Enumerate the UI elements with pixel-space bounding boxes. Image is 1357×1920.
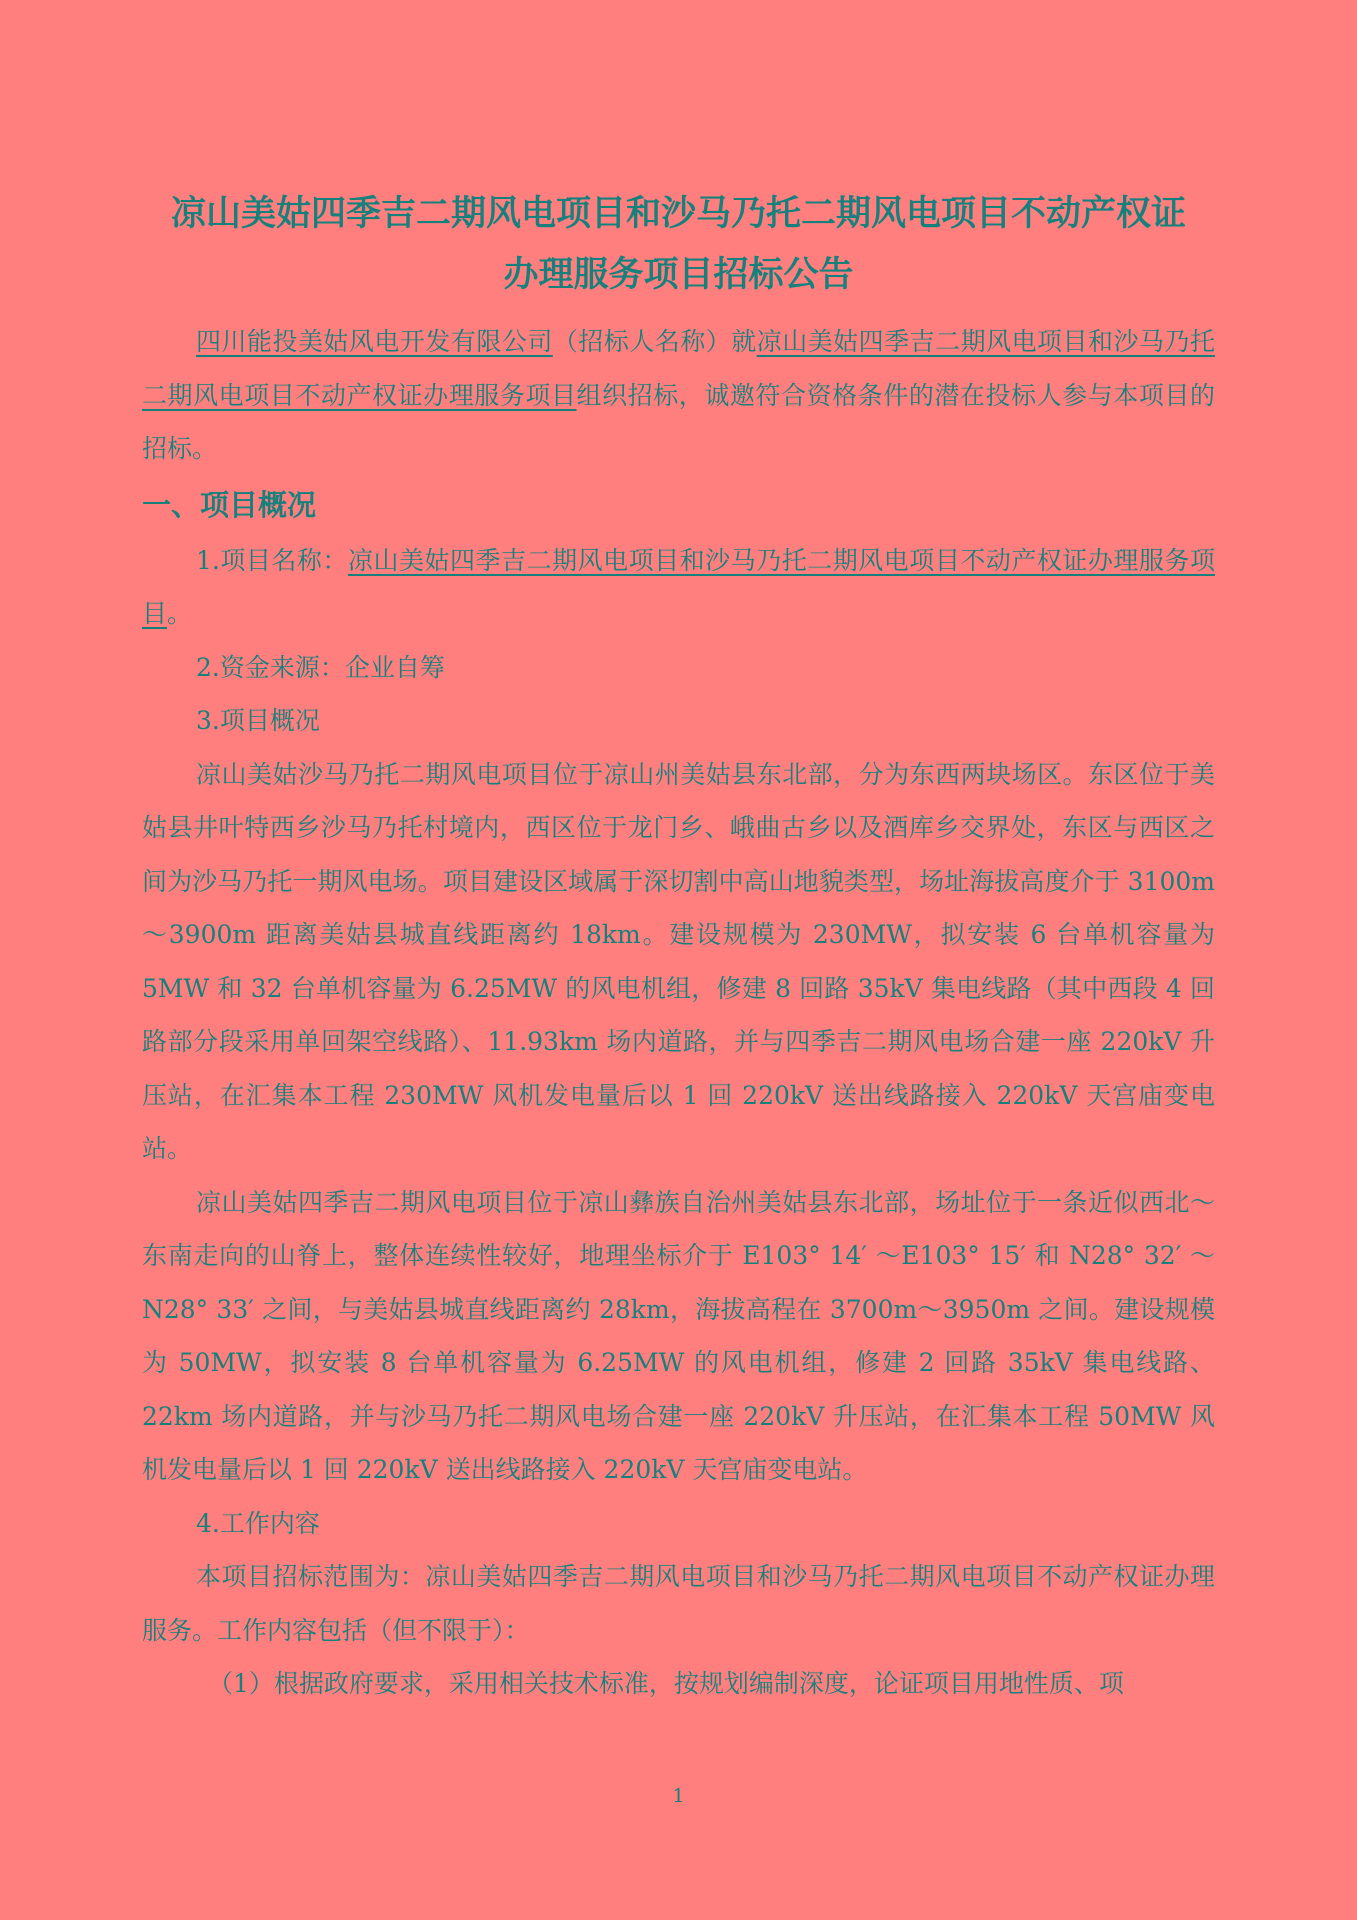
item-project-name-label: 1.项目名称： xyxy=(196,545,348,575)
page-number: 1 xyxy=(672,1785,685,1807)
item-project-overview: 3.项目概况 xyxy=(196,706,320,735)
item-funding-source: 2.资金来源：企业自筹 xyxy=(196,652,445,682)
intro-rest: 组织招标，诚邀符合资格条件的潜在投标人参与本项目的招标。 xyxy=(142,380,1215,463)
intro-project-name: 凉山美姑四季吉二期风电项目和沙马乃托二期风电项目不动产权证办理服务项目 xyxy=(142,327,1215,410)
item-project-name-value: 凉山美姑四季吉二期风电项目和沙马乃托二期风电项目不动产权证办理服务项目 xyxy=(142,545,1215,628)
tenderer-name: 四川能投美姑风电开发有限公司 xyxy=(196,327,553,356)
paragraph-scope: 本项目招标范围为：凉山美姑四季吉二期风电项目和沙马乃托二期风电项目不动产权证办理服务。工作内容包括（但不限于）： xyxy=(142,1562,1215,1645)
tenderer-note: （招标人名称）就 xyxy=(552,327,757,356)
document-title-line-1: 凉山美姑四季吉二期风电项目和沙马乃托二期风电项目不动产权证 xyxy=(170,194,1186,234)
section-heading-project-overview: 一、项目概况 xyxy=(142,487,317,522)
document-page xyxy=(142,186,1215,1711)
item-project-name xyxy=(142,534,1215,641)
item-work-content: 4.工作内容 xyxy=(196,1508,320,1538)
intro-paragraph xyxy=(142,315,1215,476)
paragraph-sijiji: 凉山美姑四季吉二期风电项目位于凉山彝族自治州美姑县东北部，场址位于一条近似西北～东南走向的山脊上，整体连续性较好，地理坐标介于 E103° 14′ ～E103° 15′ 和 N28° 32′ ～N28° 33′ 之间，与美姑县城直线距离约 28km，海拔高程在 3700m～3950m 之间。建设规模为 50MW，拟安装 8 台单机容量为 6.25MW 的风电机组，修建 2 回路 35kV 集电线路、22km 场内道路，并与沙马乃托二期风电场合建一座 220kV 升压站，在汇集本工程 50MW 风机发电量后以 1 回 220kV 送出线路接入 220kV 天宫庙变电站。 xyxy=(142,1187,1215,1484)
work-item-1: （1）根据政府要求，采用相关技术标准，按规划编制深度，论证项目用地性质、项 xyxy=(208,1669,1124,1698)
item-project-name-end: 。 xyxy=(167,599,193,628)
document-title-line-2: 办理服务项目招标公告 xyxy=(503,255,854,295)
paragraph-shamanaituo: 凉山美姑沙马乃托二期风电项目位于凉山州美姑县东北部，分为东西两块场区。东区位于美姑县井叶特西乡沙马乃托村境内，西区位于龙门乡、峨曲古乡以及酒库乡交界处，东区与西区之间为沙马乃托一期风电场。项目建设区域属于深切割中高山地貌类型，场址海拔高度介于 3100m～3900m 距离美姑县城直线距离约 18km。建设规模为 230MW，拟安装 6 台单机容量为 5MW 和 32 台单机容量为 6.25MW 的风电机组，修建 8 回路 35kV 集电线路（其中西段 4 回路部分段采用单回架空线路）、11.93km 场内道路，并与四季吉二期风电场合建一座 220kV 升压站，在汇集本工程 230MW 风机发电量后以 1 回 220kV 送出线路接入 220kV 天宫庙变电站。 xyxy=(142,759,1215,1163)
